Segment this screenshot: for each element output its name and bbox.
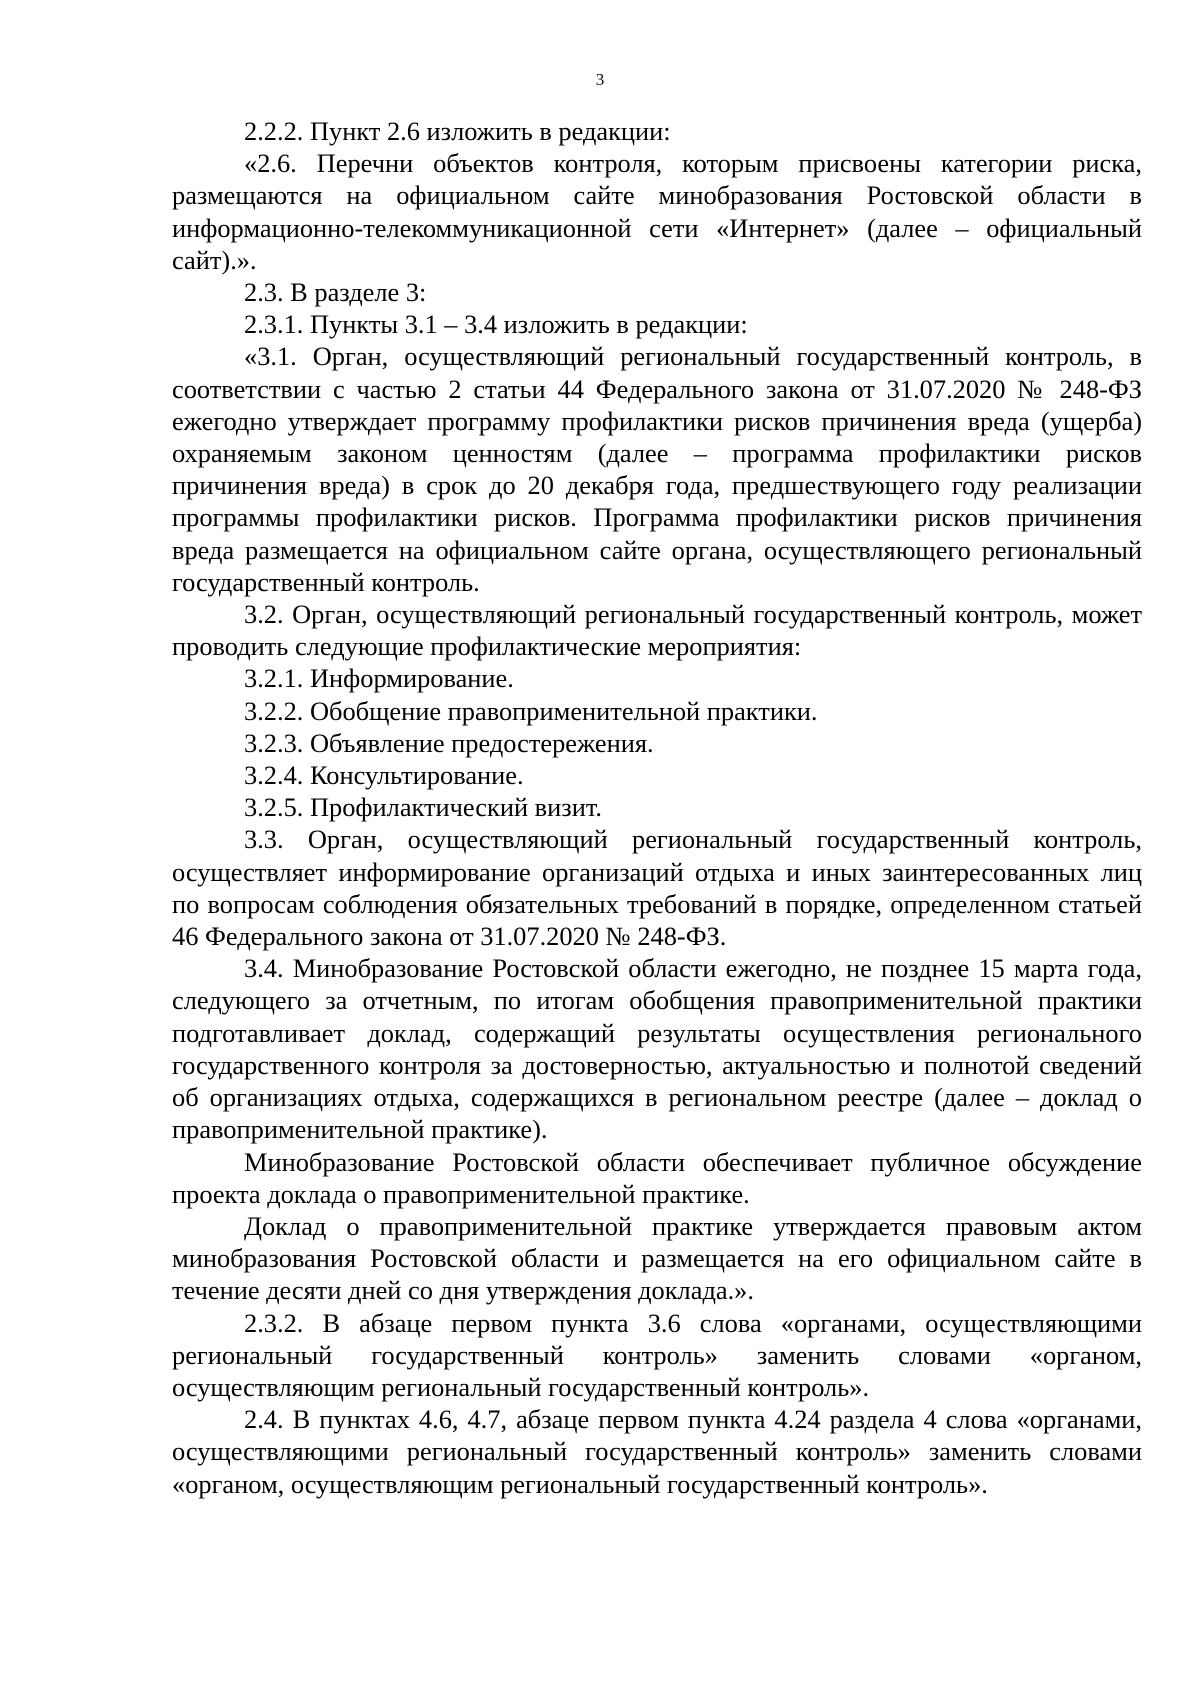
paragraph-public-discussion: Минобразование Ростовской области обеспечивает публичное обсуждение проекта доклада о правоприменительной практике. (172, 1146, 1142, 1209)
paragraph-3-2-5: 3.2.5. Профилактический визит. (244, 792, 602, 823)
paragraph-report-approval: Доклад о правоприменительной практике утверждается правовым актом минобразования Ростовской области и размещается на его официальном сайте в течение десяти дней со дня утверждения доклада.». (172, 1210, 1142, 1306)
paragraph-3-3: 3.3. Орган, осуществляющий региональный государственный контроль, осуществляет информирование организаций отдыха и иных заинтересованных лиц по вопросам соблюдения обязательных требований в порядке, определенном статьей 46 Федерального закона от 31.07.2020 № 248-ФЗ. (172, 824, 1142, 952)
paragraph-3-2-3: 3.2.3. Объявление предостережения. (244, 727, 654, 758)
paragraph-3-4: 3.4. Минобразование Ростовской области ежегодно, не позднее 15 марта года, следующего за отчетным, по итогам обобщения правоприменительной практики подготавливает доклад, содержащий результаты осуществления регионального государственного контроля за достоверностью, актуальностью и полнотой сведений об организациях отдыха, содержащихся в региональном реестре (далее – доклад о правоприменительной практике). (172, 953, 1142, 1145)
paragraph-3-2: 3.2. Орган, осуществляющий региональный государственный контроль, может проводить следующие профилактические мероприятия: (172, 599, 1142, 662)
paragraph-2-3-1: 2.3.1. Пункты 3.1 – 3.4 изложить в редакции: (244, 309, 748, 340)
page-number: 3 (595, 70, 605, 89)
paragraph-2-3-2: 2.3.2. В абзаце первом пункта 3.6 слова «органами, осуществляющими региональный государственный контроль» заменить словами «органом, осуществляющим региональный государственный контроль». (172, 1307, 1142, 1402)
paragraph-2-4: 2.4. В пунктах 4.6, 4.7, абзаце первом пункта 4.24 раздела 4 слова «органами, осуществляющими региональный государственный контроль» заменить словами «органом, осуществляющим региональный государственный контроль». (172, 1404, 1142, 1499)
paragraph-3-2-1: 3.2.1. Информирование. (244, 663, 514, 694)
paragraph-3-1: «3.1. Орган, осуществляющий региональный государственный контроль, в соответствии с частью 2 статьи 44 Федерального закона от 31.07.2020 № 248-ФЗ ежегодно утверждает программу профилактики рисков причинения вреда (ущерба) охраняемым законом ценностям (далее – программа профилактики рисков причинения вреда) в срок до 20 декабря года, предшествующего году реализации программы профилактики рисков. Программа профилактики рисков причинения вреда размещается на официальном сайте органа, осуществляющего региональный государственный контроль. (172, 341, 1142, 597)
paragraph-2-3: 2.3. В разделе 3: (244, 277, 427, 308)
paragraph-3-2-2: 3.2.2. Обобщение правоприменительной практики. (244, 695, 818, 726)
paragraph-2-2-2: 2.2.2. Пункт 2.6 изложить в редакции: (244, 116, 671, 146)
paragraph-2-6: «2.6. Перечни объектов контроля, которым присвоены категории риска, размещаются на официальном сайте минобразования Ростовской области в информационно-телекоммуникационной сети «Интернет» (далее – официальный сайт).». (172, 148, 1142, 275)
document-body (172, 115, 1142, 1500)
paragraph-3-2-4: 3.2.4. Консультирование. (244, 760, 524, 791)
